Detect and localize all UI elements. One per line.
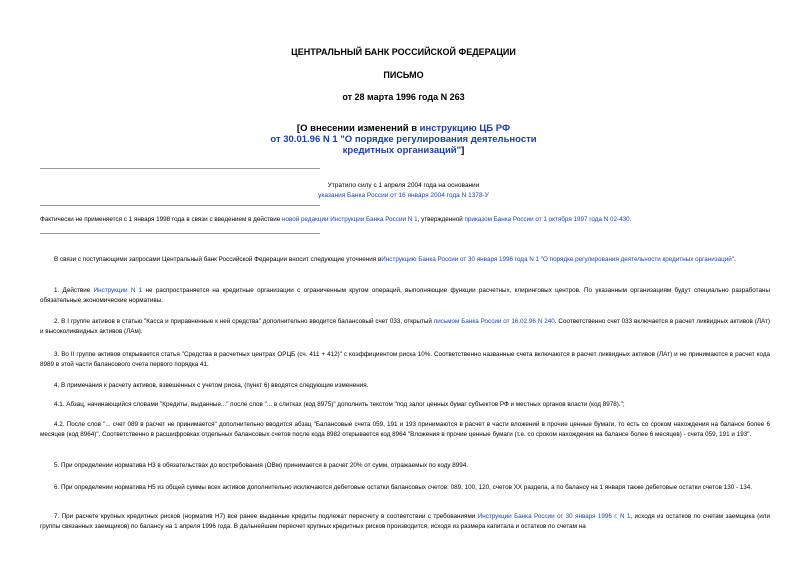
paragraph-2 xyxy=(40,317,770,336)
divider xyxy=(40,168,320,169)
paragraph-4 xyxy=(40,381,770,391)
paragraph-text: В связи с поступающими запросами Центральный банк Российской Федерации вносит следующие уточнения в xyxy=(54,256,382,263)
paragraph-text: 6. При определении норматива Н5 из общей суммы всех активов дополнительно исключаются дебетовые остатки балансовых счетов: 089, 100, 120, счетов ХХ раздела, а по балансу на 1 января также дебетовые остатки счетов 130 - 134. xyxy=(54,484,753,491)
fact-text: , утвержденной xyxy=(417,216,465,223)
repeal-note-text: Утратило силу с 1 апреля 2004 года на основании xyxy=(327,182,480,189)
paragraph-4-2 xyxy=(40,420,770,439)
paragraph-text: , исходя из остатков по счетам заемщика (или группы связанных заемщиков) по балансу на 1 апреля 1996 года. В дальнейшем пересчет крупных кредитных рисков производится, исходя из размера капитала и остатков по счетам на xyxy=(40,513,770,530)
paragraph-text: 1. Действие xyxy=(54,287,94,294)
instruction-n1-link[interactable]: Инструкцию Банка России от 30 января 1996 года N 1 "О порядке регулирования деятельности кредитных организаций" xyxy=(381,256,735,263)
doc-type: ПИСЬМО xyxy=(383,70,424,80)
paragraph-text: 3. Во II группе активов открывается статья "Средства в расчетных центрах ОРЦБ (сч. 411 + 412)" с коэффициентом риска 10%. Соответственно названные счета включаются в расчет ликвидных активов (ЛАт) и не принимаются в расчет кода 8989 в этой части балансового счета первого порядка 41. xyxy=(40,351,770,368)
paragraph-text: 4.1. Абзац, начинающийся словами "Кредиты, выданные..." после слов "... в слитках (код 8975)" дополнить текстом "под залог ценных бумаг субъектов РФ и местных органов власти (код 8978)."; xyxy=(54,401,625,408)
paragraph-3 xyxy=(40,350,770,369)
paragraph-5 xyxy=(40,461,770,471)
repeal-link[interactable]: указания Банка России от 16 января 2004 года N 1378-У xyxy=(318,192,489,199)
doc-title xyxy=(250,123,557,156)
divider xyxy=(40,205,320,206)
paragraph-text: 5. При определении норматива Н3 в обязательствах до востребования (ОВм) принимается в расчет 20% от сумм, отражаемых по коду 8994. xyxy=(54,462,469,469)
fact-text: Фактически не применяется с 1 января 1998 года в связи с введением в действие xyxy=(40,216,283,223)
instruction-link[interactable]: инструкцию ЦБ РФ xyxy=(419,123,511,134)
paragraph-text: 4. В примечания к расчету активов, взвешенных с учетом риска, (пункт 6) вводятся следующие изменения. xyxy=(54,382,369,389)
paragraph-text: 7. При расчете крупных кредитных рисков (норматив Н7) все ранее выданные кредиты подлежат пересчету в соответствии с требованиями xyxy=(54,513,478,520)
paragraph-text: 4.2. После слов "... счет 089 в расчет не принимается" дополнительно вводится абзац "Балансовые счета 059, 191 и 193 принимаются в расчет в части вложений в прочие ценные бумаги, то есть со сроком нахождения на балансе более 6 месяцев (код 8964)". Соответственно в расшифровках отдельных балансовых счетов после кода 8982 открывается код 8964 "Вложения в прочие ценные бумаги (т.е. со сроком нахождения на балансе более 6 месяцев) - счета 059, 191 и 193". xyxy=(40,421,770,438)
paragraph-text: . xyxy=(734,256,736,263)
paragraph-text: не распространяется на кредитные организации с ограниченным кругом операций, выполняющие функции расчетных, клиринговых центров. По указанным организациям будут специально разработаны обязательные экономические нормативы. xyxy=(40,287,770,304)
title-prefix: [О внесении изменений в xyxy=(296,123,420,134)
paragraph-7 xyxy=(40,512,770,531)
paragraph-1 xyxy=(40,286,770,305)
paragraph-6 xyxy=(40,483,770,493)
paragraph-text: 2. В I группе активов в статью "Касса и приравненные к ней средства" дополнительно вводится балансовый счет 033, открытый xyxy=(54,318,434,325)
paragraph-4-1 xyxy=(40,400,770,410)
instruction-n1-link-p7[interactable]: Инструкции Банка России от 30 января 1996 г. N 1 xyxy=(477,513,631,520)
instruction-n1-short-link[interactable]: Инструкции N 1 xyxy=(93,287,143,294)
org-name: ЦЕНТРАЛЬНЫЙ БАНК РОССИЙСКОЙ ФЕДЕРАЦИИ xyxy=(291,47,516,57)
paragraph-intro xyxy=(40,255,770,265)
fact-text: . xyxy=(629,216,632,223)
repeal-note xyxy=(250,181,557,201)
letter-240-link[interactable]: письмом Банка России от 16.02.96 N 240 xyxy=(433,318,555,325)
title-suffix: ] xyxy=(461,145,465,156)
fact-note xyxy=(40,215,770,224)
doc-date: от 28 марта 1996 года N 263 xyxy=(342,92,465,102)
order-link[interactable]: приказом Банка России от 1 октября 1997 года N 02-430 xyxy=(464,216,630,223)
divider xyxy=(40,233,320,234)
new-edition-link[interactable]: новой редакции Инструкции Банка России N 1 xyxy=(282,216,418,223)
instruction-link-cont[interactable]: от 30.01.96 N 1 "О порядке регулирования деятельности кредитных организаций" xyxy=(270,134,537,156)
paragraph-text: . Соответственно счет 033 включается в расчет ликвидных активов (ЛАт) и высоколиквидных активов (ЛАм). xyxy=(40,318,771,335)
